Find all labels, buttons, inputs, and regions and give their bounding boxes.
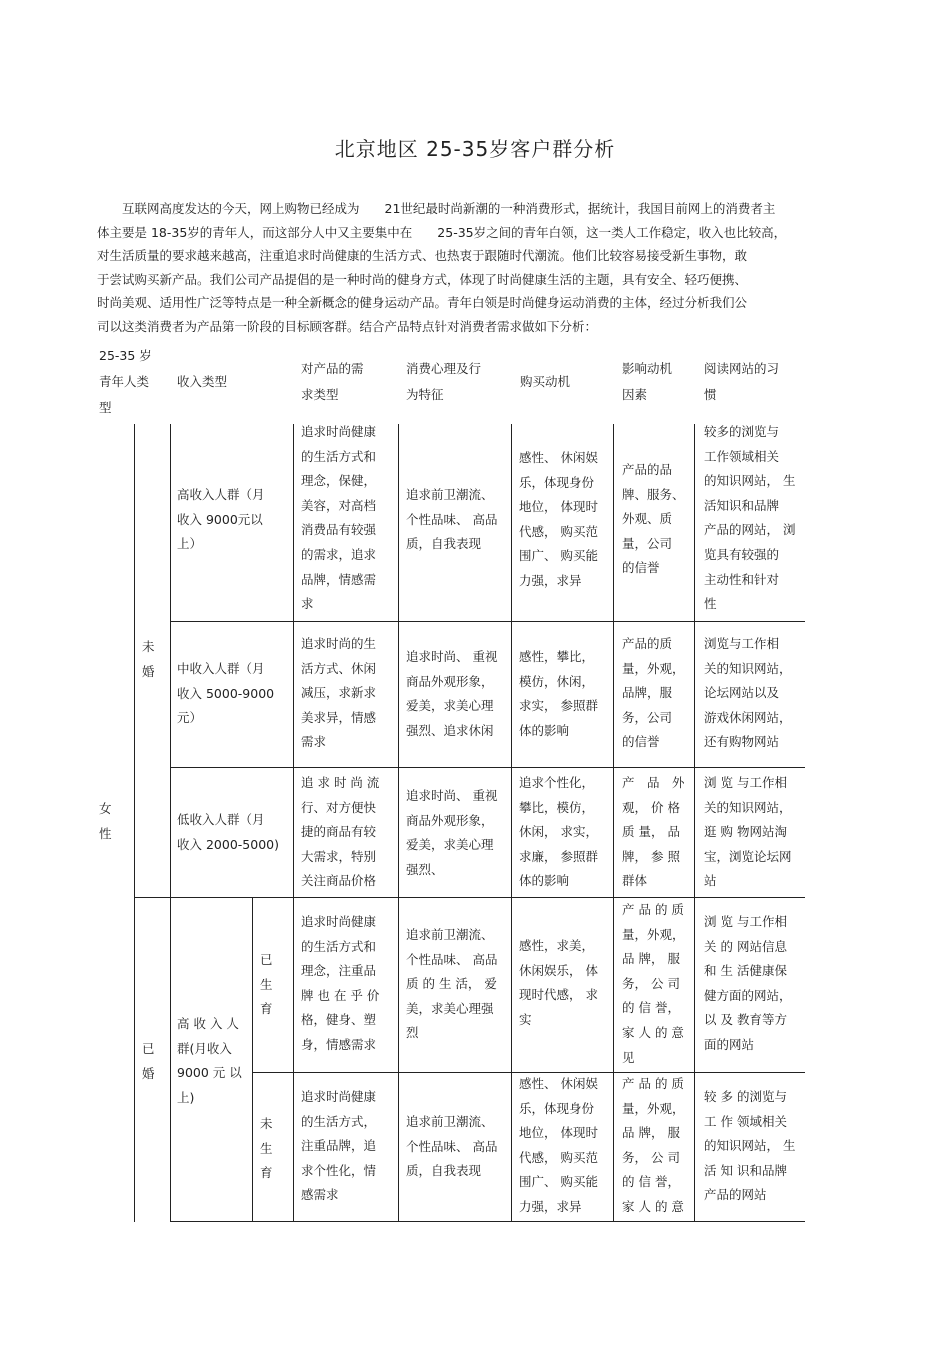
grid-line [134, 897, 805, 898]
grid-line [293, 424, 294, 1222]
header-needs: 对产品的需 求类型 [301, 361, 364, 402]
cell-habits: 浏 览 与工作相 关的知识网站， 逛 购 物网站淘 宝，浏览论坛网 站 [704, 775, 792, 889]
page-title: 北京地区 25-35岁客户群分析 [334, 137, 616, 161]
intro-line: 司以这类消费者为产品第一阶段的目标顾客群。结合产品特点针对消费者需求做如下分析： [97, 318, 598, 334]
grid-line [134, 424, 135, 1222]
cell-motive: 感性，攀比， 模仿，休闲， 求实， 参照群 体的影响 [519, 649, 598, 738]
cell-factors: 产 品 的 质 量，外观， 品 牌， 服 务， 公 司 的 信 誉， 家 人 的 意 [622, 1076, 685, 1214]
grid-line [511, 424, 512, 1222]
cell-motive: 感性，求美， 休闲娱乐， 体 现时代感， 求 实 [519, 938, 598, 1027]
grid-line [170, 897, 171, 1222]
intro-line: 互联网高度发达的今天，网上购物已经成为 21世纪最时尚新潮的一种消费形式，据统计，我国目前网上的消费者主 [97, 201, 776, 216]
cell-income: 中收入人群（月 收入 5000-9000 元） [177, 661, 275, 726]
cell-motive: 感性、 休闲娱 乐，体现身份 地位， 体现时 代感， 购买范 围广、 购买能 力强，求异 [519, 1076, 598, 1214]
grid-line [252, 897, 253, 1222]
cell-motive: 追求个性化， 攀比，模仿， 休闲， 求实， 求廉， 参照群 体的影响 [519, 775, 598, 889]
header-motive: 购买动机 [520, 374, 571, 389]
grid-line [170, 424, 171, 897]
cell-needs: 追 求 时 尚 流 行、对方便快 捷的商品有较 大需求，特别 关注商品价格 [301, 775, 380, 889]
cell-income: 低收入人群（月 收入 2000-5000) [177, 812, 279, 852]
grid-line [613, 424, 614, 1222]
cell-psych: 追求前卫潮流、 个性品味、 高品 质，自我表现 [406, 1114, 498, 1179]
header-psych: 消费心理及行 为特征 [406, 361, 482, 402]
cell-habits: 浏 览 与工作相 关 的 网站信息 和 生 活健康保 健方面的网站， 以 及 教育等方 面的网站 [704, 914, 792, 1052]
header-habits: 阅读网站的习 惯 [704, 361, 780, 402]
cell-psych: 追求时尚、 重视 商品外观形象， 爱美，求美心理 强烈、 [406, 788, 498, 877]
cell-needs: 追求时尚的生 活方式、休闲 减压，求新求 美求异，情感 需求 [301, 636, 377, 750]
header-income: 收入类型 [177, 374, 228, 389]
cell-factors: 产 品 外 观， 价 格 质 量， 品 牌， 参 照 群体 [622, 775, 685, 889]
cell-habits: 浏览与工作相 关的知识网站， 论坛网站以及 游戏休闲网站， 还有购物网站 [704, 636, 792, 750]
cell-psych: 追求前卫潮流、 个性品味、 高品 质，自我表现 [406, 487, 498, 552]
cell-income: 高 收 入 人 群(月收入 9000 元 以 上) [177, 1016, 242, 1105]
cell-factors: 产品的品 牌、服务、 外观、质 量，公司 的信誉 [622, 462, 685, 576]
cell-income: 高收入人群（月 收入 9000元以 上） [177, 487, 265, 552]
intro-line: 对生活质量的要求越来越高，注重追求时尚健康的生活方式、也热衷于跟随时代潮流。他们比较容易接受新生事物，敢 [97, 248, 748, 264]
grid-line [170, 1221, 805, 1222]
cell-habits: 较多的浏览与 工作领域相关 的知识网站， 生 活知识和品牌 产品的网站， 浏 览具有较强的 主动性和针对 性 [704, 424, 796, 612]
cell-motive: 感性、 休闲娱 乐，体现身份 地位， 体现时 代感， 购买范 围广、 购买能 力强，求异 [519, 450, 598, 588]
intro-line: 时尚美观、适用性广泛等特点是一种全新概念的健身运动产品。青年白领是时尚健身运动消费的主体，经过分析我们公 [97, 295, 748, 311]
label-unmarried: 未 婚 [142, 639, 155, 679]
cell-factors: 产品的质 量，外观， 品牌，服 务，公司 的信誉 [622, 636, 685, 750]
cell-needs: 追求时尚健康 的生活方式， 注重品牌，追 求个性化，情 感需求 [301, 1089, 377, 1203]
grid-line [170, 767, 805, 768]
cell-psych: 追求时尚、 重视 商品外观形象， 爱美，求美心理 强烈、追求休闲 [406, 649, 498, 738]
cell-needs: 追求时尚健康 的生活方式和 理念，注重品 牌 也 在 乎 价 格，健身、塑 身，情感需求 [301, 914, 380, 1052]
grid-line [170, 621, 805, 622]
header-group: 25-35 岁 青年人类 型 [99, 348, 152, 415]
cell-habits: 较 多 的浏览与 工 作 领域相关 的知识网站， 生 活 知 识和品牌 产品的网站 [704, 1089, 796, 1203]
label-female: 女 性 [99, 801, 112, 841]
grid-line [694, 424, 695, 1222]
grid-line [398, 424, 399, 1222]
intro-paragraph [97, 197, 812, 339]
intro-line: 体主要是 18-35岁的青年人，而这部分人中又主要集中在 25-35岁之间的青年白领，这一类人工作稳定，收入也比较高， [97, 224, 787, 240]
cell-needs: 追求时尚健康 的生活方式和 理念，保健， 美容，对高档 消费品有较强 的需求，追求 品牌，情感需 求 [301, 424, 377, 612]
cell-factors: 产 品 的 质 量，外观， 品 牌， 服 务， 公 司 的 信 誉， 家 人 的 意 见 [622, 902, 685, 1065]
intro-line: 于尝试购买新产品。我们公司产品提倡的是一种时尚的健身方式，体现了时尚健康生活的主题，具有安全、轻巧便携、 [97, 271, 748, 287]
cell-psych: 追求前卫潮流、 个性品味、 高品 质 的 生 活， 爱 美，求美心理强 烈 [406, 927, 498, 1041]
header-factors: 影响动机 因素 [622, 361, 673, 402]
label-married: 已 婚 [142, 1041, 155, 1081]
label-no-child: 未 生 育 [260, 1116, 273, 1181]
label-has-child: 已 生 育 [260, 952, 273, 1017]
